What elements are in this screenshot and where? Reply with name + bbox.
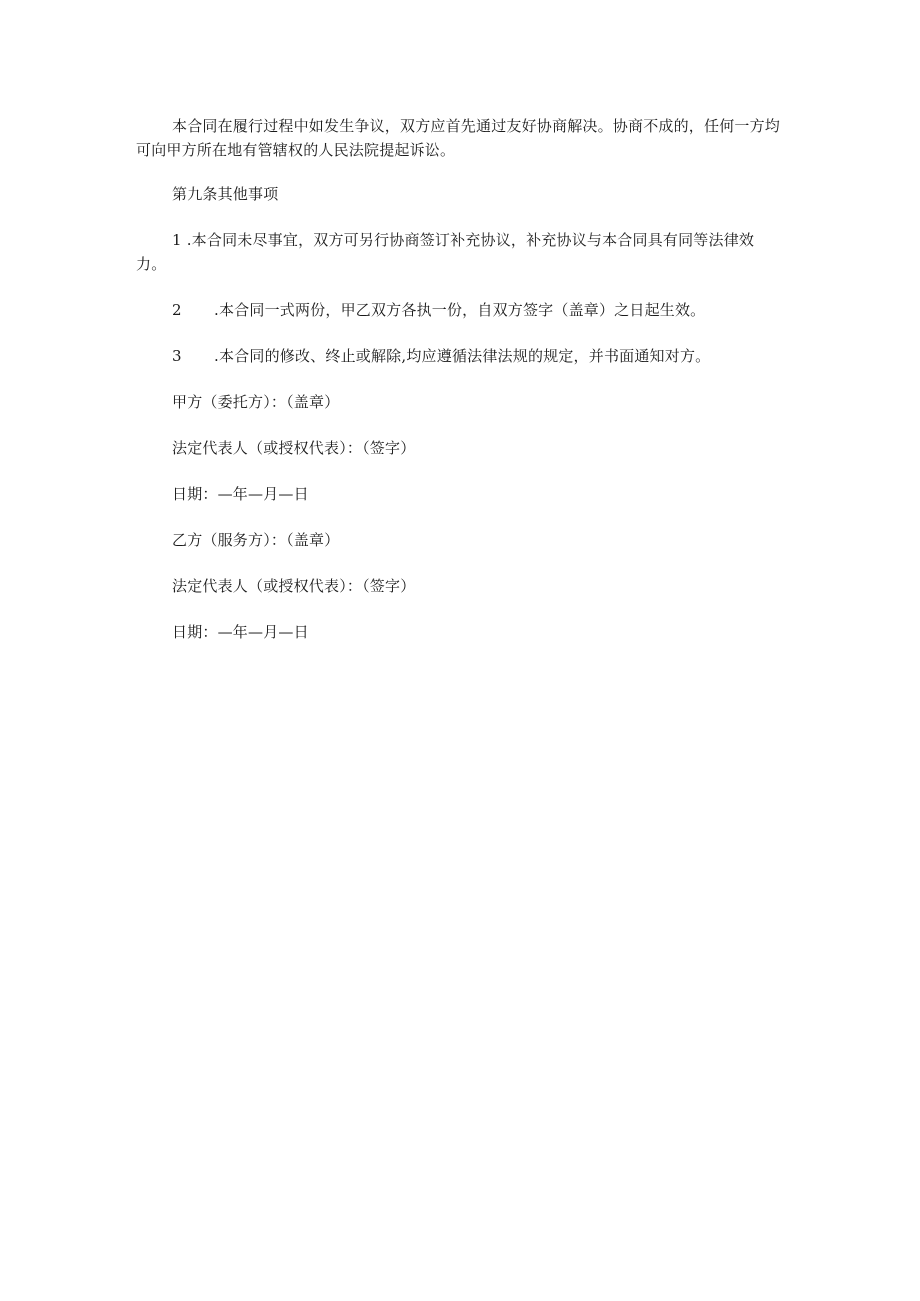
- item-3-number: 3: [172, 347, 182, 365]
- party-a-representative: 法定代表人（或授权代表）：（签字）: [172, 439, 416, 457]
- item-1: [136, 228, 782, 276]
- party-a-date: 日期：—年—月—日: [172, 485, 309, 503]
- item-1-number: 1: [172, 231, 182, 249]
- item-3: [172, 344, 710, 368]
- item-2-text: .本合同一式两份，甲乙双方各执一份，自双方签字（盖章）之日起生效。: [214, 301, 706, 319]
- item-2-number: 2: [172, 301, 182, 319]
- party-b-date: 日期：—年—月—日: [172, 623, 309, 641]
- item-3-text: .本合同的修改、终止或解除,均应遵循法律法规的规定，并书面通知对方。: [214, 347, 711, 365]
- party-b-representative: 法定代表人（或授权代表）：（签字）: [172, 577, 416, 595]
- dispute-paragraph: 本合同在履行过程中如发生争议，双方应首先通过友好协商解决。协商不成的，任何一方均可向甲方所在地有管辖权的人民法院提起诉讼。: [136, 117, 781, 159]
- party-b-label: 乙方（服务方）：（盖章）: [172, 531, 340, 549]
- article-title: 第九条其他事项: [172, 185, 279, 203]
- party-a-label: 甲方（委托方）：（盖章）: [172, 393, 340, 411]
- item-2: [172, 298, 705, 322]
- item-1-text: .本合同未尽事宜，双方可另行协商签订补充协议，补充协议与本合同具有同等法律效力。: [136, 231, 755, 273]
